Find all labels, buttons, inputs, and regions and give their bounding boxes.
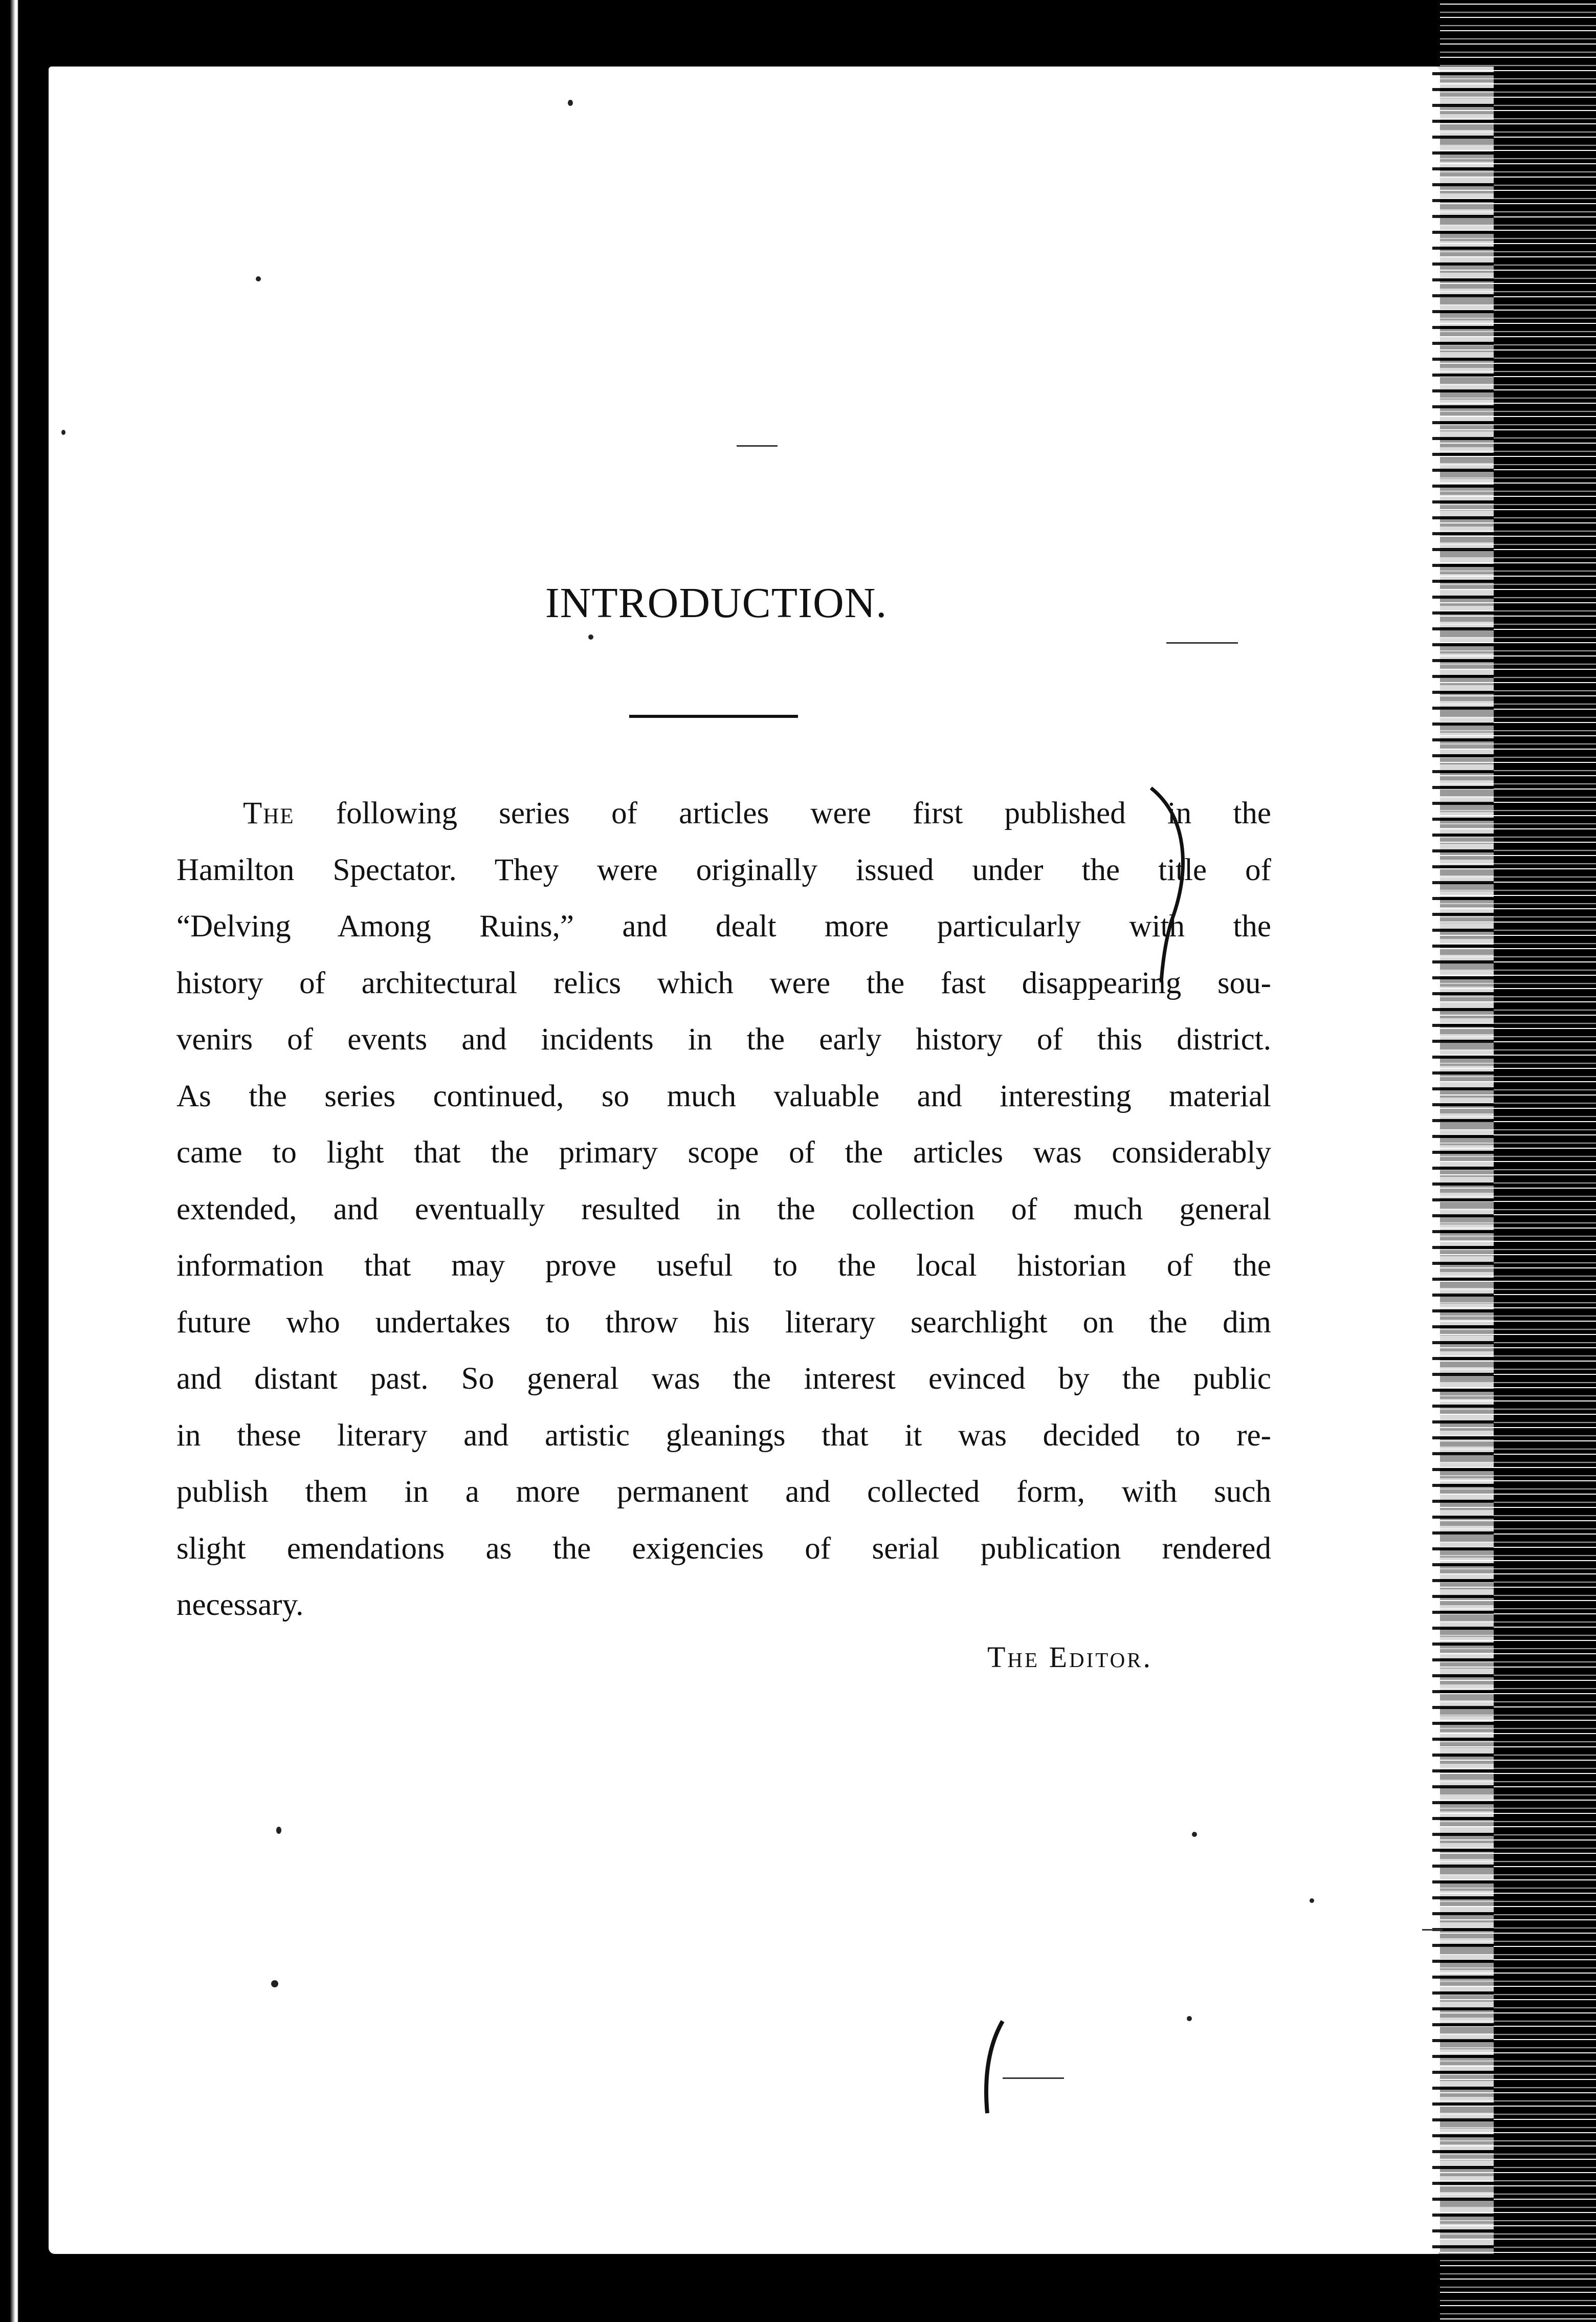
body-line: As the series continued, so much valuable and interesting material bbox=[176, 1079, 1271, 1113]
scan-speck bbox=[271, 1980, 278, 1987]
body-line-text: following series of articles were first published in the bbox=[294, 796, 1271, 830]
binding-edge bbox=[0, 0, 49, 2322]
page-edge-noise bbox=[1432, 67, 1494, 2254]
body-line: information that may prove useful to the local historian of the bbox=[176, 1248, 1271, 1283]
scan-speck bbox=[256, 276, 261, 281]
body-line: venirs of events and incidents in the early history of this district. bbox=[176, 1022, 1271, 1057]
scan-dash bbox=[1003, 2077, 1064, 2079]
scan-speck bbox=[1187, 2016, 1192, 2021]
introduction-body bbox=[176, 785, 1271, 1634]
body-line bbox=[176, 785, 1271, 842]
body-line: “Delving Among Ruins,” and dealt more particularly with the bbox=[176, 909, 1271, 944]
scan-speck bbox=[1192, 1832, 1197, 1837]
scan-speck bbox=[588, 634, 593, 640]
body-line: necessary. bbox=[176, 1588, 304, 1622]
scan-speck bbox=[276, 1827, 281, 1834]
page-title: INTRODUCTION. bbox=[545, 579, 888, 627]
body-line: came to light that the primary scope of the articles was considerably bbox=[176, 1135, 1271, 1170]
scan-speck bbox=[61, 430, 65, 435]
body-line: publish them in a more permanent and collected form, with such bbox=[176, 1475, 1271, 1509]
body-line: future who undertakes to throw his literary searchlight on the dim bbox=[176, 1305, 1271, 1340]
pencil-mark-icon bbox=[1141, 778, 1197, 993]
scan-dash bbox=[1166, 642, 1238, 644]
body-line: slight emendations as the exigencies of serial publication rendered bbox=[176, 1531, 1271, 1566]
body-line: history of architectural relics which were the fast disappearing sou- bbox=[176, 966, 1271, 1000]
scan-dash bbox=[737, 445, 778, 447]
editor-signature: The Editor. bbox=[987, 1640, 1153, 1674]
drop-word: The bbox=[243, 796, 295, 830]
body-line: Hamilton Spectator. They were originally issued under the title of bbox=[176, 852, 1271, 887]
scan-speck bbox=[568, 100, 573, 106]
scan-dash bbox=[1422, 1929, 1443, 1931]
title-divider bbox=[629, 715, 798, 718]
body-line: and distant past. So general was the interest evinced by the public bbox=[176, 1362, 1271, 1396]
body-line: extended, and eventually resulted in the collection of much general bbox=[176, 1192, 1271, 1226]
pen-stroke-icon bbox=[972, 2016, 1028, 2118]
body-line: in these literary and artistic gleanings that it was decided to re- bbox=[176, 1418, 1271, 1453]
scan-speck bbox=[1310, 1898, 1314, 1903]
